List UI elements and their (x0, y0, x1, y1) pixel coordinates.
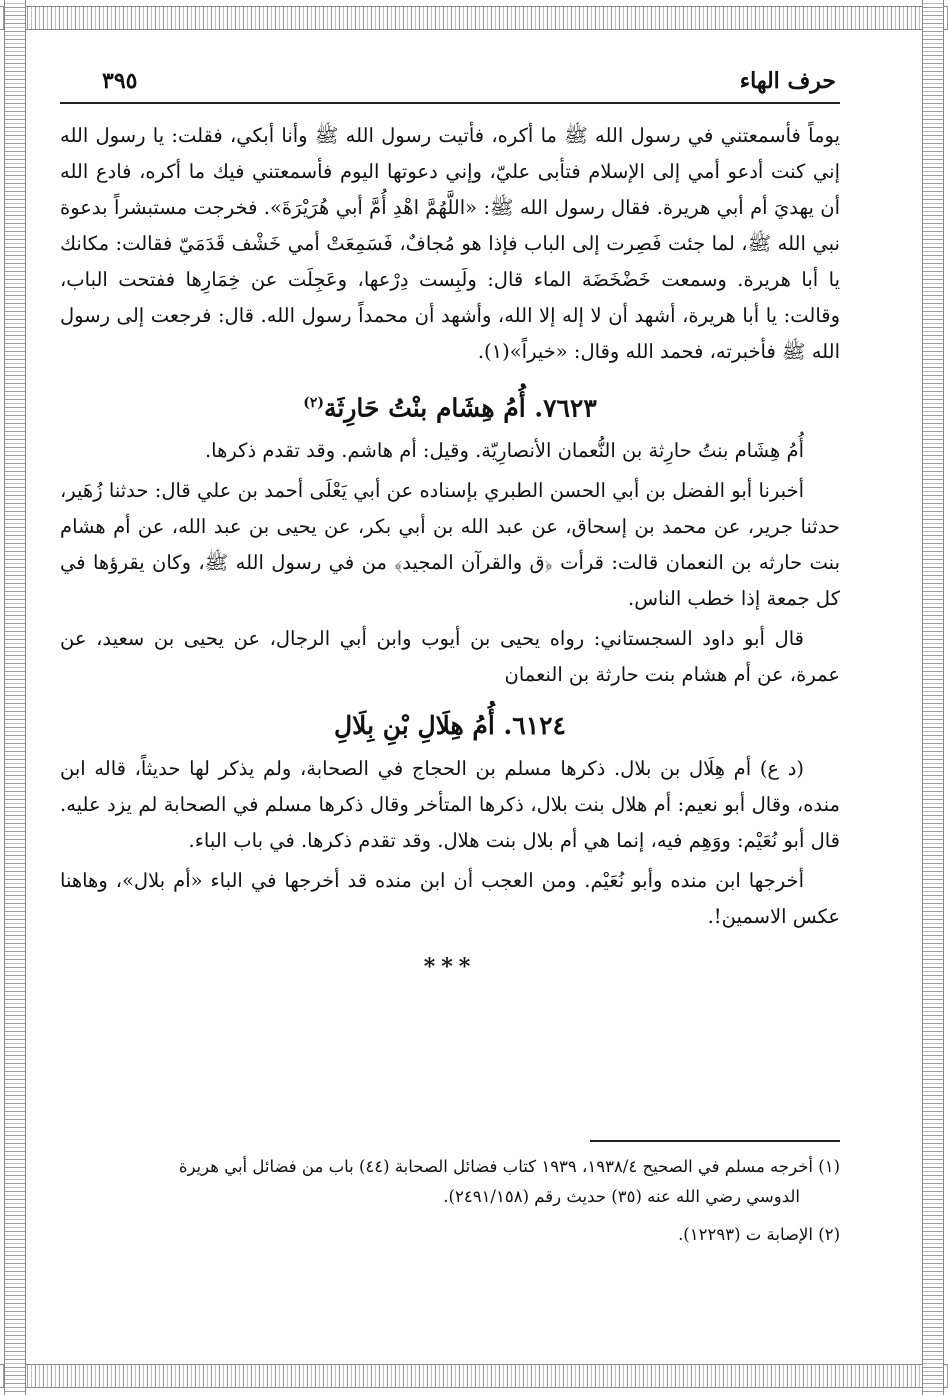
footnotes (60, 1152, 840, 1250)
chapter-title: حرف الهاء (739, 68, 836, 94)
intro-paragraph (60, 118, 840, 370)
entry-paragraph: أخرجها ابن منده وأبو نُعَيْم. ومن العجب أن ابن منده قد أخرجها في الباء «أم بلال»، وهاهنا عكس الاسمين!. (60, 869, 840, 929)
page-header (60, 62, 840, 104)
section-separator: *** (423, 954, 477, 981)
entry-paragraph: أخبرنا أبو الفضل بن أبي الحسن الطبري بإسناده عن أبي يَعْلَى أحمد بن علي قال: حدثنا زُهَير، حدثنا جرير، عن محمد بن إسحاق، عن عبد الله بن أبي بكر، عن يحيى بن عبد الله، عن أم هشام بنت حارثه بن النعمان قالت: قرأت ﴿ق والقرآن المجيد﴾ من في رسول الله ﷺ، وكان يقرؤها في كل جمعة إذا خطب الناس. (60, 479, 840, 611)
footnote-2: (٢) الإصابة ت (١٢٢٩٣). (678, 1225, 840, 1244)
text-line: أكره، فادع الله أن يهديَ أم أبي هريرة. فقال رسول الله ﷺ: «اللَّهُمَّ اهْدِ أُمَّ أبي هُرَيْرَةَ». (60, 160, 840, 219)
page-content (60, 62, 840, 985)
text-line: يوماً فأسمعتني في رسول الله ﷺ ما أكره، فأتيت رسول الله ﷺ وأنا أبكي، فقلت: يا (152, 124, 841, 147)
entry-title-7623 (60, 382, 840, 429)
footnote-1: (١) أخرجه مسلم في الصحيح ١٩٣٨/٤، ١٩٣٩ كتاب فضائل الصحابة (٤٤) باب من فضائل أبي هريرة (178, 1157, 840, 1176)
entry-paragraph: (د ع) أم هِلَال بن بلال. ذكرها مسلم بن الحجاج في الصحابة، ولم يذكر لها حديثاً، قاله ابن منده، وقال أبو نعيم: أم هلال بنت بلال، ذكرها المتأخر وقال ذكرها مسلم في الصحابة لم يزد عليه. قال أبو نُعَيْم: ووَهِم فيه، إنما هي أم بلال بنت هلال. وقد تقدم ذكرها. في باب الباء. (60, 757, 840, 853)
page-number: ٣٩٥ (102, 68, 138, 94)
border-right (922, 0, 944, 1395)
text-line: رسول الله إني كنت أدعو أمي إلى الإسلام فتأبى عليّ، وإني دعوتها اليوم فأسمعتني فيك ما (60, 124, 840, 183)
text-line: فَسَمِعَتْ أمي خَشْف قَدَمَيّ فقالت: مكانك يا أبا هريرة. وسمعت خَضْخَضَة الماء قال: (60, 232, 841, 291)
text-line: فحمد الله وقال: «خيراً»(١). (477, 340, 704, 363)
border-left (4, 0, 26, 1395)
text-line: فخرجت مستبشراً بدعوة نبي الله ﷺ، لما جئت فَصِرت إلى الباب فإذا هو مُجافٌ، (60, 196, 840, 255)
footnote-1-continuation: الدوسي رضي الله عنه (٣٥) حديث رقم (٢٤٩١/١٥٨). (443, 1187, 800, 1206)
entry-title-text: ٦١٢٤. أُمُ هِلَالِ بْنِ بِلَالِ (334, 711, 566, 741)
main-text (60, 118, 840, 985)
entry-title-text: ٧٦٢٣. أُمُ هِشَام بنْتُ حَارِثَة (323, 393, 597, 423)
entry-paragraph: قال أبو داود السجستاني: رواه يحيى بن أيوب وابن أبي الرجال، عن يحيى بن سعيد، عن عمرة، عن أم هشام بنت حارثة بن النعمان (60, 627, 840, 687)
border-top (0, 6, 948, 30)
border-bottom (0, 1364, 948, 1388)
footnote-ref: (٢) (303, 395, 324, 411)
entry-title-6124 (60, 705, 840, 747)
entry-paragraph: أُمُ هِشَام بنتُ حارِثة بن النُّعمان الأنصارِيّة. وقيل: أم هاشم. وقد تقدم ذكرها. (204, 439, 804, 463)
text-line: لا إله إلا الله، وأشهد أن محمداً رسول الله. قال: فرجعت إلى رسول الله ﷺ فأخبرته، (60, 304, 840, 363)
text-line: ولَبِست دِرْعها، وعَجِلَت عن خِمَارِها ففتحت الباب، وقالت: يا أبا هريرة، أشهد أن (60, 268, 841, 327)
footnote-divider (590, 1140, 840, 1142)
